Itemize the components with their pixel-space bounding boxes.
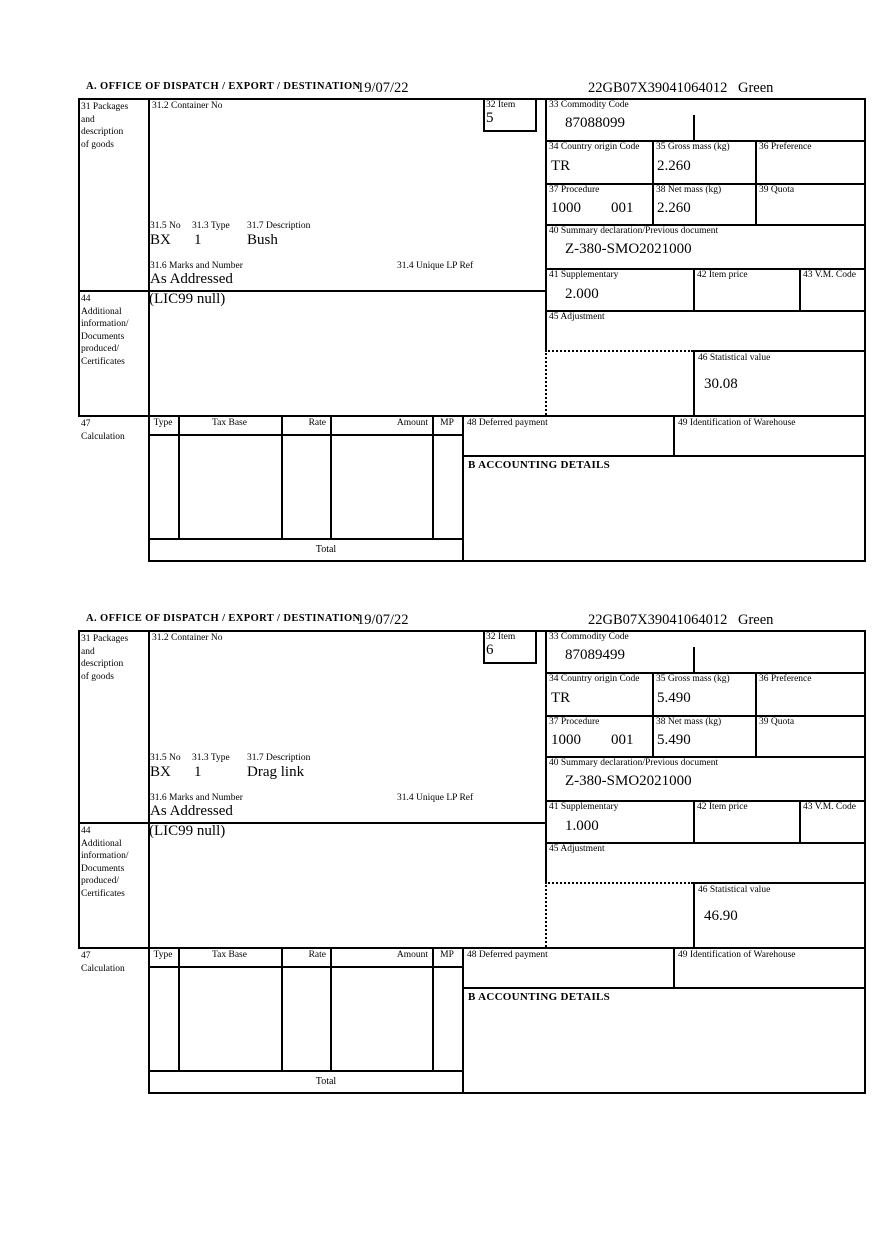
- marks-and-number-label: 31.6 Marks and Number: [150, 793, 243, 803]
- grid-line: [148, 630, 150, 949]
- declaration-reference: 22GB07X39041064012: [588, 612, 728, 628]
- supplementary-value: 2.000: [565, 286, 599, 302]
- adjustment-label: 45 Adjustment: [549, 844, 605, 854]
- package-code-value: BX: [150, 764, 171, 780]
- commodity-code-tick: [693, 115, 695, 140]
- grid-line: [545, 630, 547, 882]
- package-code-value: BX: [150, 232, 171, 248]
- commodity-code-label: 33 Commodity Code: [549, 100, 629, 110]
- package-type-label: 31.3 Type: [192, 753, 230, 763]
- previous-document-value: Z-380-SMO2021000: [565, 241, 692, 257]
- procedure-label: 37 Procedure: [549, 717, 600, 727]
- marks-and-number-label: 31.6 Marks and Number: [150, 261, 243, 271]
- gross-mass-value: 5.490: [657, 690, 691, 706]
- tax-column-amount: Amount: [396, 418, 428, 428]
- grid-line: [330, 947, 332, 1070]
- grid-line: [78, 947, 866, 949]
- dashed-grid-line: [545, 882, 547, 947]
- adjustment-label: 45 Adjustment: [549, 312, 605, 322]
- container-no-label: 31.2 Container No: [152, 101, 223, 111]
- grid-line: [148, 1070, 464, 1072]
- supplementary-label: 41 Supplementary: [549, 270, 619, 280]
- package-count-value: 1: [194, 232, 202, 248]
- description-label: 31.7 Description: [247, 753, 311, 763]
- accounting-details-label: B ACCOUNTING DETAILS: [468, 991, 611, 1003]
- grid-line: [864, 98, 866, 562]
- net-mass-value: 2.260: [657, 200, 691, 216]
- unique-lp-ref-label: 31.4 Unique LP Ref: [397, 793, 474, 803]
- country-origin-value: TR: [551, 158, 571, 174]
- grid-line: [148, 98, 150, 417]
- tax-column-tax-base: Tax Base: [212, 950, 247, 960]
- net-mass-label: 38 Net mass (kg): [656, 717, 722, 727]
- package-count-value: 1: [194, 764, 202, 780]
- commodity-code-value: 87088099: [565, 115, 625, 131]
- tax-column-mp: MP: [440, 950, 454, 960]
- warehouse-id-label: 49 Identification of Warehouse: [678, 950, 796, 960]
- grid-line: [693, 882, 695, 947]
- unique-lp-ref-label: 31.4 Unique LP Ref: [397, 261, 474, 271]
- grid-line: [78, 98, 80, 417]
- grid-line: [693, 350, 866, 352]
- grid-line: [483, 630, 485, 664]
- procedure-value: 1000: [551, 200, 581, 216]
- grid-line: [78, 630, 866, 632]
- statistical-value-label: 46 Statistical value: [698, 885, 771, 895]
- dashed-grid-line: [545, 350, 547, 415]
- grid-line: [483, 98, 485, 132]
- grid-line: [148, 434, 464, 436]
- grid-line: [78, 98, 866, 100]
- office-of-dispatch-label: A. OFFICE OF DISPATCH / EXPORT / DESTINATION: [86, 81, 361, 92]
- declaration-item-block: [78, 80, 866, 564]
- grid-line: [693, 882, 866, 884]
- tax-column-amount: Amount: [396, 950, 428, 960]
- item-number-label: 32 Item: [486, 100, 516, 110]
- vm-code-label: 43 V.M. Code: [803, 270, 856, 280]
- dashed-grid-line: [545, 350, 693, 352]
- previous-document-label: 40 Summary declaration/Previous document: [549, 758, 719, 768]
- deferred-payment-label: 48 Deferred payment: [467, 950, 548, 960]
- item-number-value: 5: [486, 110, 494, 126]
- previous-document-label: 40 Summary declaration/Previous document: [549, 226, 719, 236]
- gross-mass-value: 2.260: [657, 158, 691, 174]
- statistical-value-label: 46 Statistical value: [698, 353, 771, 363]
- country-origin-label: 34 Country origin Code: [549, 674, 640, 684]
- routing-status: Green: [738, 612, 774, 628]
- grid-line: [178, 415, 180, 538]
- grid-line: [483, 130, 537, 132]
- description-label: 31.7 Description: [247, 221, 311, 231]
- grid-line: [799, 268, 801, 312]
- grid-line: [148, 947, 150, 1094]
- item-number-label: 32 Item: [486, 632, 516, 642]
- routing-status: Green: [738, 80, 774, 96]
- tax-column-rate: Rate: [308, 418, 326, 428]
- statistical-value: 30.08: [704, 376, 738, 392]
- grid-line: [148, 538, 464, 540]
- tax-column-rate: Rate: [308, 950, 326, 960]
- acceptance-date: 19/07/22: [357, 80, 409, 96]
- grid-line: [535, 630, 537, 664]
- dashed-grid-line: [545, 882, 693, 884]
- grid-line: [178, 947, 180, 1070]
- marks-value: As Addressed: [150, 803, 233, 819]
- grid-line: [693, 350, 695, 415]
- grid-line: [652, 672, 654, 758]
- container-no-label: 31.2 Container No: [152, 633, 223, 643]
- box31-packages-label: 31 Packages and description of goods: [81, 102, 129, 150]
- additional-information-value: (LIC99 null): [149, 823, 226, 839]
- grid-line: [148, 966, 464, 968]
- box47-calculation-label: 47 Calculation: [81, 951, 125, 974]
- grid-line: [281, 415, 283, 538]
- grid-line: [755, 672, 757, 758]
- statistical-value: 46.90: [704, 908, 738, 924]
- grid-line: [148, 1092, 866, 1094]
- accounting-details-label: B ACCOUNTING DETAILS: [468, 459, 611, 471]
- tax-column-type: Type: [153, 418, 173, 428]
- grid-line: [462, 415, 464, 562]
- grid-line: [652, 140, 654, 226]
- office-of-dispatch-label: A. OFFICE OF DISPATCH / EXPORT / DESTINATION: [86, 613, 361, 624]
- gross-mass-label: 35 Gross mass (kg): [656, 142, 730, 152]
- package-no-label: 31.5 No: [150, 221, 181, 231]
- deferred-payment-label: 48 Deferred payment: [467, 418, 548, 428]
- goods-description-value: Drag link: [247, 764, 305, 780]
- gross-mass-label: 35 Gross mass (kg): [656, 674, 730, 684]
- procedure-value: 1000: [551, 732, 581, 748]
- box44-additional-info-label: 44 Additional information/ Documents produced/ Certificates: [81, 826, 129, 899]
- preference-label: 36 Preference: [759, 142, 812, 152]
- additional-information-value: (LIC99 null): [149, 291, 226, 307]
- preference-label: 36 Preference: [759, 674, 812, 684]
- procedure-qualifier-value: 001: [611, 732, 634, 748]
- commodity-code-value: 87089499: [565, 647, 625, 663]
- box31-packages-label: 31 Packages and description of goods: [81, 634, 129, 682]
- grid-line: [693, 268, 695, 312]
- procedure-label: 37 Procedure: [549, 185, 600, 195]
- box44-additional-info-label: 44 Additional information/ Documents produced/ Certificates: [81, 294, 129, 367]
- grid-line: [673, 947, 675, 989]
- grid-line: [864, 630, 866, 1094]
- item-number-value: 6: [486, 642, 494, 658]
- grid-line: [78, 415, 866, 417]
- grid-line: [281, 947, 283, 1070]
- vm-code-label: 43 V.M. Code: [803, 802, 856, 812]
- grid-line: [799, 800, 801, 844]
- declaration-item-block: [78, 612, 866, 1096]
- grid-line: [78, 630, 80, 949]
- country-origin-value: TR: [551, 690, 571, 706]
- tax-column-type: Type: [153, 950, 173, 960]
- tax-total-label: Total: [315, 544, 337, 555]
- procedure-qualifier-value: 001: [611, 200, 634, 216]
- net-mass-label: 38 Net mass (kg): [656, 185, 722, 195]
- warehouse-id-label: 49 Identification of Warehouse: [678, 418, 796, 428]
- grid-line: [148, 415, 150, 562]
- grid-line: [462, 947, 464, 1094]
- marks-value: As Addressed: [150, 271, 233, 287]
- grid-line: [755, 140, 757, 226]
- goods-description-value: Bush: [247, 232, 278, 248]
- previous-document-value: Z-380-SMO2021000: [565, 773, 692, 789]
- tax-total-label: Total: [315, 1076, 337, 1087]
- grid-line: [432, 947, 434, 1070]
- grid-line: [462, 987, 866, 989]
- grid-line: [432, 415, 434, 538]
- grid-line: [483, 662, 537, 664]
- box47-calculation-label: 47 Calculation: [81, 419, 125, 442]
- grid-line: [148, 560, 866, 562]
- package-no-label: 31.5 No: [150, 753, 181, 763]
- grid-line: [693, 800, 695, 844]
- grid-line: [535, 98, 537, 132]
- grid-line: [545, 98, 547, 350]
- quota-label: 39 Quota: [759, 717, 795, 727]
- grid-line: [673, 415, 675, 457]
- commodity-code-label: 33 Commodity Code: [549, 632, 629, 642]
- acceptance-date: 19/07/22: [357, 612, 409, 628]
- supplementary-label: 41 Supplementary: [549, 802, 619, 812]
- net-mass-value: 5.490: [657, 732, 691, 748]
- grid-line: [462, 455, 866, 457]
- supplementary-value: 1.000: [565, 818, 599, 834]
- commodity-code-tick: [693, 647, 695, 672]
- quota-label: 39 Quota: [759, 185, 795, 195]
- tax-column-tax-base: Tax Base: [212, 418, 247, 428]
- grid-line: [330, 415, 332, 538]
- item-price-label: 42 Item price: [697, 802, 748, 812]
- tax-column-mp: MP: [440, 418, 454, 428]
- declaration-reference: 22GB07X39041064012: [588, 80, 728, 96]
- country-origin-label: 34 Country origin Code: [549, 142, 640, 152]
- package-type-label: 31.3 Type: [192, 221, 230, 231]
- item-price-label: 42 Item price: [697, 270, 748, 280]
